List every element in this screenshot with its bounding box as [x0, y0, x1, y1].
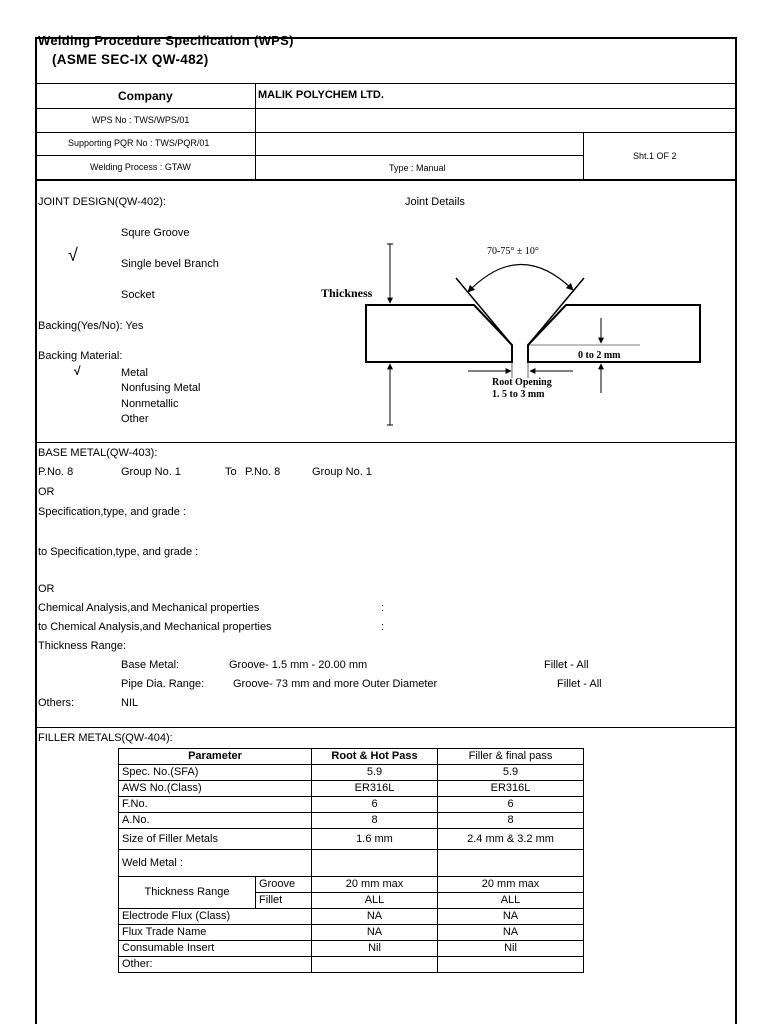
or-1: OR: [38, 486, 55, 498]
chem-label: Chemical Analysis,and Mechanical properties: [38, 602, 260, 614]
table-row: Spec. No.(SFA) 5.9 5.9: [119, 765, 584, 781]
pipe-dia-label: Pipe Dia. Range:: [121, 678, 205, 690]
chem-colon: :: [381, 602, 385, 614]
or-2: OR: [38, 583, 55, 595]
thickness-range-cell: Thickness Range: [119, 877, 256, 909]
filler-table: [118, 748, 584, 973]
title-line1: Welding Procedure Specification (WPS): [38, 33, 294, 48]
col-parameter: Parameter: [119, 749, 312, 765]
backing-material-label: Backing Material:: [38, 350, 123, 362]
company-value: MALIK POLYCHEM LTD.: [258, 89, 384, 101]
diagram-angle-label: 70-75° ± 10°: [487, 246, 539, 257]
spec-label: Specification,type, and grade :: [38, 506, 186, 518]
base-heading: BASE METAL(QW-403):: [38, 447, 158, 459]
pqr-no: Supporting PQR No : TWS/PQR/01: [68, 138, 210, 148]
section-line-base: [35, 442, 737, 443]
backing-check-icon: √: [74, 364, 81, 378]
joint-option-1: Squre Groove: [121, 227, 190, 239]
wps-no: WPS No : TWS/WPS/01: [92, 115, 190, 125]
pno-2: P.No. 8: [245, 466, 281, 478]
table-row: [119, 850, 584, 877]
pipe-dia-fillet: Fillet - All: [557, 678, 602, 690]
title-line2: (ASME SEC-IX QW-482): [52, 52, 209, 67]
diagram-root-opening-label: Root Opening: [492, 377, 552, 388]
sheet-number: Sht.1 OF 2: [633, 151, 677, 161]
diagram-root-face-label: 0 to 2 mm: [578, 350, 621, 361]
pno-1: P.No. 8: [38, 466, 74, 478]
base-metal-groove: Groove- 1.5 mm - 20.00 mm: [229, 659, 368, 671]
angle-arc: [468, 264, 573, 292]
material-1: Metal: [121, 367, 148, 379]
joint-option-3: Socket: [121, 289, 155, 301]
other-label: Other:: [119, 957, 312, 973]
table-row: Electrode Flux (Class) NA NA: [119, 909, 584, 925]
col-filler-pass: Filler & final pass: [438, 749, 584, 765]
diagram-thickness-label: Thickness: [321, 286, 373, 300]
company-label: Company: [118, 89, 173, 103]
joint-heading: JOINT DESIGN(QW-402):: [38, 196, 166, 208]
base-metal-label: Base Metal:: [121, 659, 180, 671]
thickness-range-label: Thickness Range:: [38, 640, 127, 652]
table-row: F.No. 6 6: [119, 797, 584, 813]
table-row: Fillet ALL ALL: [119, 893, 584, 909]
diagram-root-opening-value: 1. 5 to 3 mm: [492, 389, 545, 400]
check-mark-icon: √: [68, 245, 78, 265]
base-metal-fillet: Fillet - All: [544, 659, 589, 671]
pipe-dia-groove: Groove- 73 mm and more Outer Diameter: [233, 678, 438, 690]
table-row: Flux Trade Name NA NA: [119, 925, 584, 941]
to-chem-label: to Chemical Analysis,and Mechanical properties: [38, 621, 272, 633]
material-2: Nonfusing Metal: [121, 382, 201, 394]
to-spec-label: to Specification,type, and grade :: [38, 546, 199, 558]
table-row: Consumable Insert Nil Nil: [119, 941, 584, 957]
to-label: To: [225, 466, 237, 478]
section-line-filler: [35, 727, 737, 728]
others-value: NIL: [121, 697, 139, 709]
welding-process: Welding Process : GTAW: [90, 162, 191, 172]
joint-details-label: Joint Details: [405, 196, 465, 208]
joint-option-2: Single bevel Branch: [121, 258, 219, 270]
weld-metal-label: Weld Metal :: [119, 850, 312, 877]
material-3: Nonmetallic: [121, 398, 179, 410]
weld-type: Type : Manual: [389, 163, 446, 173]
to-chem-colon: :: [381, 621, 385, 633]
left-plate: [366, 305, 512, 362]
backing: Backing(Yes/No): Yes: [38, 320, 144, 332]
table-row: Size of Filler Metals 1.6 mm 2.4 mm & 3.2 mm: [119, 829, 584, 850]
filler-heading: FILLER METALS(QW-404):: [38, 732, 173, 744]
joint-diagram: [0, 0, 768, 450]
group-1: Group No. 1: [121, 466, 181, 478]
bevel-line-right: [528, 278, 584, 345]
table-row: AWS No.(Class) ER316L ER316L: [119, 781, 584, 797]
group-2: Group No. 1: [312, 466, 372, 478]
table-row: A.No. 8 8: [119, 813, 584, 829]
table-row: Thickness Range Groove 20 mm max 20 mm max: [119, 877, 584, 893]
bevel-line-left: [456, 278, 512, 345]
material-4: Other: [121, 413, 149, 425]
others-label: Others:: [38, 697, 75, 709]
col-root-pass: Root & Hot Pass: [312, 749, 438, 765]
table-row: [119, 749, 584, 765]
table-row: [119, 957, 584, 973]
